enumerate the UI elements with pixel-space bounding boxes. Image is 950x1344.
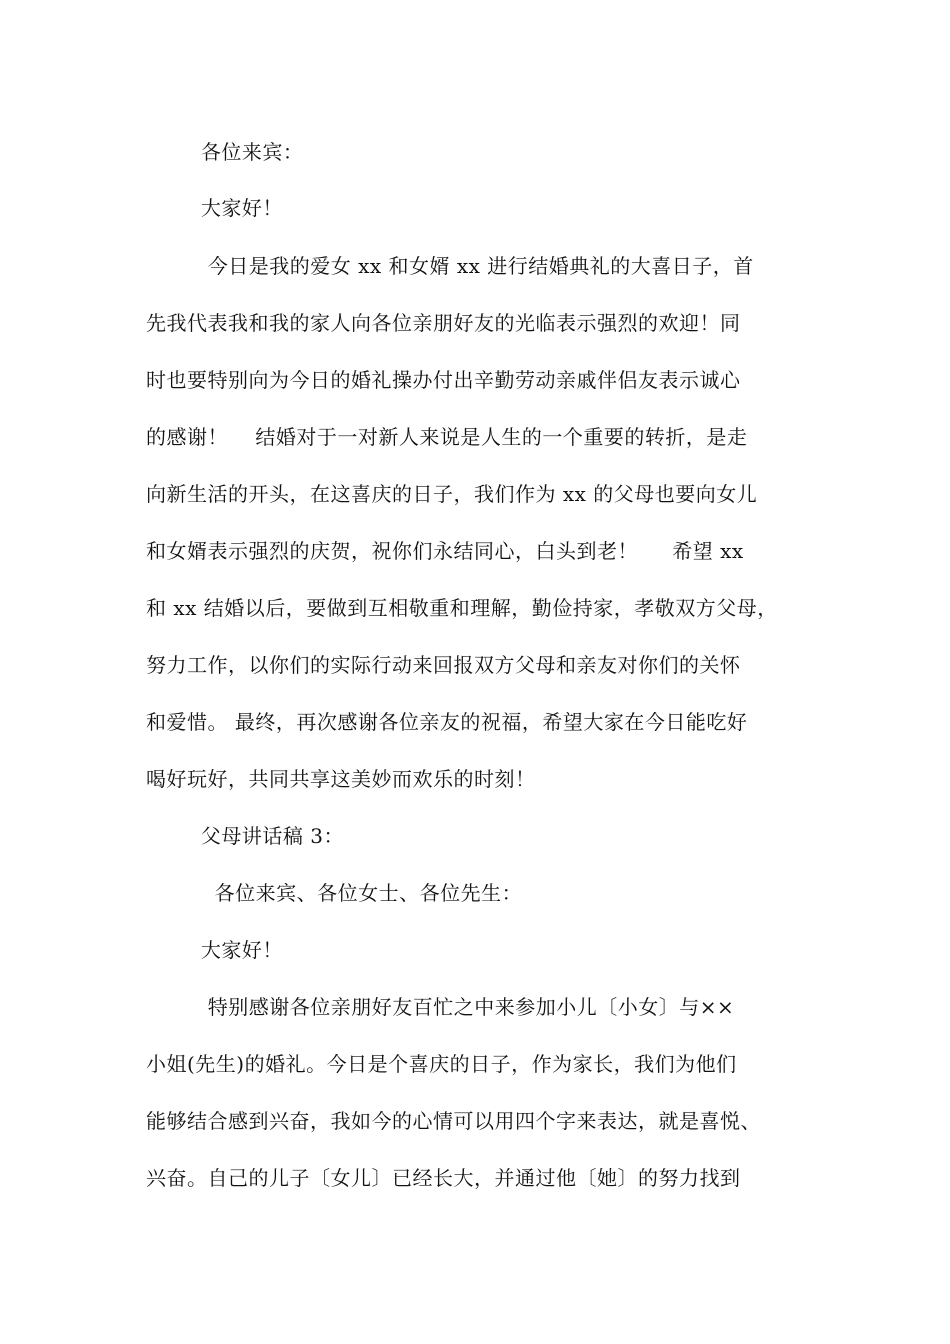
section-heading: 父母讲话稿 3： — [146, 824, 344, 848]
paragraph-line: 向新生活的开头，在这喜庆的日子，我们作为 xx 的父母也要向女儿 — [146, 482, 758, 506]
salutation-line: 各位来宾、各位女士、各位先生： — [146, 881, 523, 905]
paragraph-line: 先我代表我和我的家人向各位亲朋好友的光临表示强烈的欢迎！同 — [146, 311, 741, 335]
paragraph-line: 和 xx 结婚以后，要做到互相敬重和理解，勤俭持家，孝敬双方父母， — [146, 596, 778, 620]
paragraph-line: 小姐(先生)的婚礼。今日是个喜庆的日子，作为家长，我们为他们 — [146, 1052, 737, 1076]
paragraph-line: 和爱惜。 最终，再次感谢各位亲友的祝福，希望大家在今日能吃好 — [146, 710, 748, 734]
paragraph-line: 兴奋。自己的儿子〔女儿〕已经长大，并通过他〔她〕的努力找到 — [146, 1166, 741, 1190]
greeting-line: 大家好！ — [146, 938, 283, 962]
paragraph-line: 和女婿表示强烈的庆贺，祝你们永结同心，白头到老！ 希望 xx — [146, 539, 744, 563]
paragraph-line: 努力工作，以你们的实际行动来回报双方父母和亲友对你们的关怀 — [146, 653, 741, 677]
salutation-line: 各位来宾： — [146, 140, 304, 164]
paragraph-line: 的感谢！ 结婚对于一对新人来说是人生的一个重要的转折，是走 — [146, 425, 748, 449]
greeting-line: 大家好！ — [146, 196, 283, 220]
paragraph-line: 能够结合感到兴奋，我如今的心情可以用四个字来表达，就是喜悦、 — [146, 1109, 761, 1133]
paragraph-line: 今日是我的爱女 xx 和女婿 xx 进行结婚典礼的大喜日子，首 — [146, 254, 754, 278]
paragraph-line: 喝好玩好，共同共享这美妙而欢乐的时刻！ — [146, 767, 536, 791]
paragraph-line: 特别感谢各位亲朋好友百忙之中来参加小儿〔小女〕与×× — [146, 995, 735, 1019]
paragraph-line: 时也要特别向为今日的婚礼操办付出辛勤劳动亲戚伴侣友表示诚心 — [146, 368, 741, 392]
